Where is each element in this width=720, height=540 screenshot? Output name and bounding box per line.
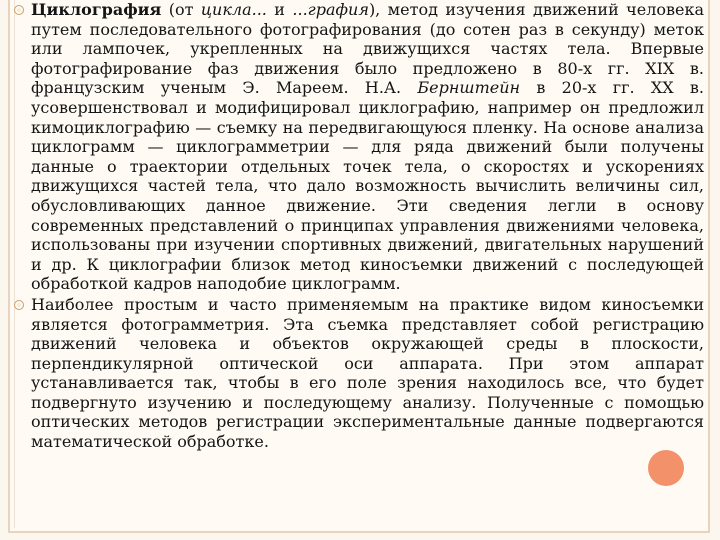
ring-bullet-icon bbox=[14, 300, 24, 310]
orange-circle-decoration bbox=[648, 450, 684, 486]
italic-segment: цикла... bbox=[200, 0, 267, 19]
bullet-item-photogrammetry bbox=[14, 295, 704, 452]
text-segment: (от bbox=[161, 0, 201, 19]
content-bullet-list bbox=[14, 0, 704, 452]
bullet-item-cyclography bbox=[14, 0, 704, 294]
italic-segment: ...графия bbox=[292, 0, 369, 19]
text-segment: ), метод изучения движений человека путем последовательного фотографирования (до сотен раз в секунду) меток или лампочек, укрепленных на движущихся частях тела. Впервые фотографирование фаз движения было предложено в 80-х гг. XIX в. французским ученым Э. Мареем. Н.А. bbox=[31, 0, 704, 98]
text-segment: и bbox=[266, 0, 293, 19]
paragraph-photogrammetry: Наиболее простым и часто применяемым на практике видом киносъемки является фотограмметрия. Эта съемка представляет собой регистрацию движений человека и объектов окружающей среды в плоскости, перпендикулярной оптической оси аппарата. При этом аппарат устанавливается так, чтобы в его поле зрения находилось все, что будет подвергнуто изучению и последующему анализу. Полученные с помощью оптических методов регистрации экспериментальные данные подвергаются математической обработке. bbox=[31, 294, 704, 452]
italic-name-bernstein: Бернштейн bbox=[417, 78, 521, 98]
term-cyclography: Циклография bbox=[31, 0, 162, 19]
text-segment: в 20-х гг. XX в. усовершенствовал и модифицировал циклографию, например он предложил кимоциклографию — съемку на передвигающуюся пленку. На основе анализа циклограмм — циклограмметрии — для ряда движений были получены данные о траектории отдельных точек тела, о скоростях и ускорениях движущихся частей тела, что дало возможность вычислить величины сил, обусловливающих данное движение. Эти сведения легли в основу современных представлений о принципах управления движениями человека, использованы при изучении спортивных движений, двигательных нарушений и др. К циклографии близок метод киносъемки движений с последующей обработкой кадров наподобие циклограмм. bbox=[31, 78, 705, 294]
ring-bullet-icon bbox=[14, 5, 24, 15]
